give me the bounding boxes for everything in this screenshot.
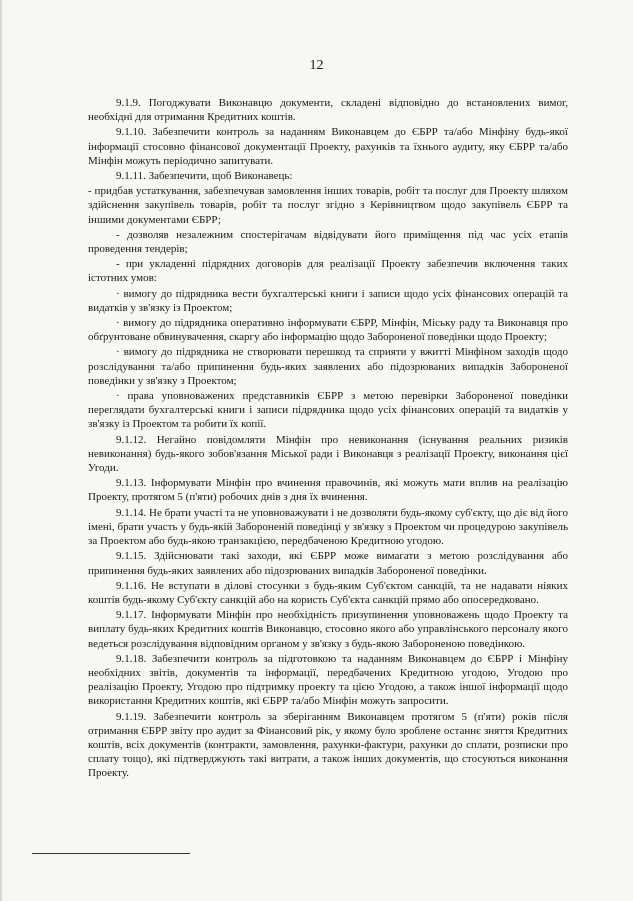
paragraph-9-1-15: 9.1.15. Здійснювати такі заходи, які ЄБРР може вимагати з метою розслідування або припинення будь-яких заявлених або підозрюваних випадків Забороненої поведінки.	[88, 550, 568, 577]
footnote-divider	[32, 853, 190, 854]
paragraph-9-1-19: 9.1.19. Забезпечити контроль за зберіганням Виконавцем протягом 5 (п'яти) років після отримання ЄБРР звіту про аудит за Фінансовий рік, у якому було зроблене останнє зняття Кредитних коштів, всіх документів (контракти, замовлення, рахунки-фактури, рахунки до сплати, розписки про сплату тощо), які підтверджують такі витрати, а також інших документів, що стосуються виконання Проекту.	[88, 710, 568, 780]
paragraph-9-1-18: 9.1.18. Забезпечити контроль за підготовкою та наданням Виконавцем до ЄБРР і Мінфіну необхідних звітів, документів та інформації, передбачених Кредитною угодою, Угодою про реалізацію Проекту, Угодою про підтримку проекту та цією Угодою, а також іншої інформації щодо використання Кредитних коштів, які ЄБРР та/або Мінфін можуть запросити.	[88, 652, 568, 708]
scan-edge	[0, 0, 2, 901]
list-item-observers: - дозволяв незалежним спостерігачам відвідувати його приміщення під час усіх етапів проведення тендерів;	[88, 228, 568, 256]
paragraph-9-1-12: 9.1.12. Негайно повідомляти Мінфін про невиконання (існування реальних ризиків невиконання) будь-якого зобов'язання Міської ради і Виконавця з реалізації Проекту, виконання цієї Угоди.	[88, 433, 568, 475]
paragraph-9-1-14: 9.1.14. Не брати участі та не уповноважувати і не дозволяти будь-якому суб'єкту, що діє від його імені, брати участь у будь-якій Забороненій поведінці у зв'язку з Проектом чи процедурою закупівель за Проектом або будь-якою транзакцією, передбаченою Кредитною угодою.	[88, 506, 568, 548]
list-item-equipment: - придбав устаткування, забезпечував замовлення інших товарів, робіт та послуг для Проекту шляхом здійснення закупівель товарів, робіт та послуг згідно з Керівництвом щодо закупівель ЄБРР та іншими документами ЄБРР;	[88, 185, 568, 226]
paragraph-9-1-13: 9.1.13. Інформувати Мінфін про вчинення правочинів, які можуть мати вплив на реалізацію Проекту, протягом 5 (п'яти) робочих днів з дня їх вчинення.	[88, 477, 568, 504]
paragraph-9-1-9: 9.1.9. Погоджувати Виконавцю документи, складені відповідно до встановлених вимог, необхідні для отримання Кредитних коштів.	[88, 97, 568, 124]
sublist-item-inform: · вимогу до підрядника оперативно інформувати ЄБРР, Мінфін, Міську раду та Виконавця про обґрунтоване обвинувачення, скаргу або інформацію щодо Забороненої поведінки щодо Проекту;	[88, 317, 568, 344]
document-body	[88, 96, 568, 782]
paragraph-9-1-17: 9.1.17. Інформувати Мінфін про необхідність призупинення уповноважень щодо Проекту та виплату будь-яких Кредитних коштів Виконавцю, стосовно якого або управлінського персоналу якого ведеться розслідування відповідним органом у зв'язку з будь-якою Забороненою поведінкою.	[88, 609, 568, 650]
paragraph-9-1-11: 9.1.11. Забезпечити, щоб Виконавець:	[116, 170, 293, 183]
list-item-contract-terms: - при укладенні підрядних договорів для реалізації Проекту забезпечив включення таких істотних умов:	[88, 258, 568, 285]
paragraph-9-1-10: 9.1.10. Забезпечити контроль за наданням Виконавцем до ЄБРР та/або Мінфіну будь-якої інформації стосовно фінансової документації Проекту, рахунків та їхнього аудиту, яку ЄБРР та/або Мінфін можуть періодично запитувати.	[88, 126, 568, 167]
paragraph-9-1-16: 9.1.16. Не вступати в ділові стосунки з будь-яким Суб'єктом санкцій, та не надавати ніяких коштів будь-якому Суб'єкту санкцій або на користь Суб'єкта санкцій прямо або опосередковано.	[88, 579, 568, 606]
sublist-item-inspection-rights: · права уповноважених представників ЄБРР з метою перевірки Забороненої поведінки переглядати бухгалтерські книги і записи підрядника щодо усіх фінансових операцій та видатків у зв'язку із Проектом та робити їх копії.	[88, 390, 568, 431]
sublist-item-cooperate: · вимогу до підрядника не створювати перешкод та сприяти у вжитті Мінфіном заходів щодо розслідування та/або припинення будь-яких заявлених або підозрюваних випадків Забороненої поведінки у зв'язку з Проектом;	[88, 346, 568, 387]
page-number: 12	[309, 58, 324, 73]
sublist-item-bookkeeping: · вимогу до підрядника вести бухгалтерські книги і записи щодо усіх фінансових операцій та видатків у зв'язку із Проектом;	[88, 287, 568, 314]
